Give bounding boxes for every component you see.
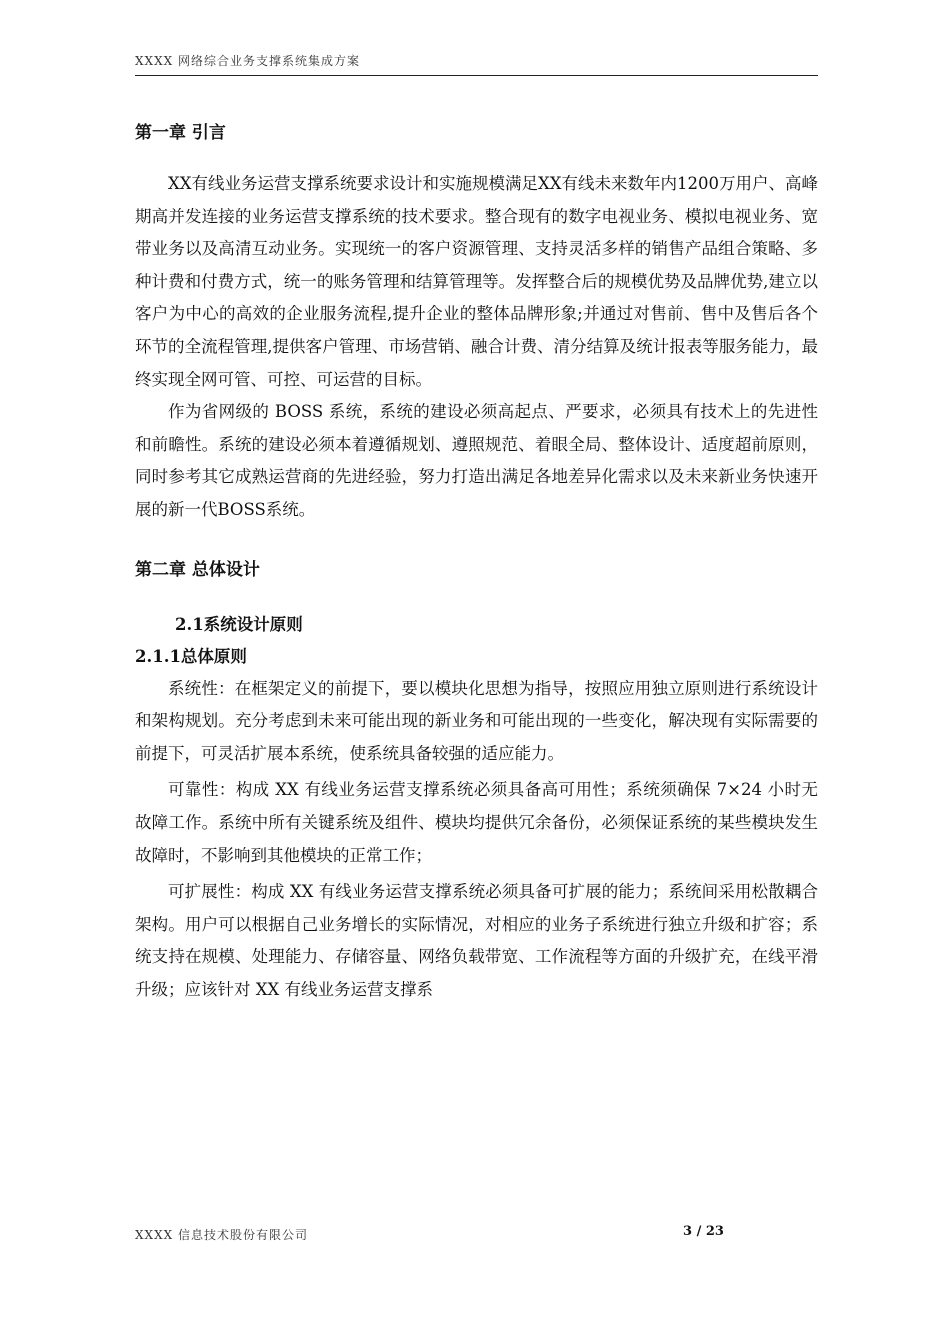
header-divider: [135, 75, 818, 76]
document-body: [135, 116, 818, 1006]
page-footer-company: XXXX 信息技术股份有限公司: [135, 1228, 308, 1242]
chapter-1-paragraph-2: 作为省网级的 BOSS 系统，系统的建设必须高起点、严要求，必须具有技术上的先进性和前瞻性。系统的建设必须本着遵循规划、遵照规范、着眼全局、整体设计、适度超前原则，同时参考其它成熟运营商的先进经验，努力打造出满足各地差异化需求以及未来新业务快速开展的新一代BOSS系统。: [135, 402, 818, 519]
principle-paragraph-scalability: 可扩展性：构成 XX 有线业务运营支撑系统必须具备可扩展的能力；系统间采用松散耦合架构。用户可以根据自己业务增长的实际情况，对相应的业务子系统进行独立升级和扩容；系统支持在规模、处理能力、存储容量、网络负载带宽、工作流程等方面的升级扩充，在线平滑升级；应该针对 XX 有线业务运营支撑系: [135, 882, 818, 999]
chapter-2-heading: 第二章 总体设计: [135, 559, 260, 580]
principle-paragraph-systematic: 系统性：在框架定义的前提下，要以模块化思想为指导，按照应用独立原则进行系统设计和架构规划。充分考虑到未来可能出现的新业务和可能出现的一些变化，解决现有实际需要的前提下，可灵活扩展本系统，使系统具备较强的适应能力。: [135, 678, 818, 763]
principle-paragraph-reliability: 可靠性：构成 XX 有线业务运营支撑系统必须具备高可用性；系统须确保 7×24 小时无故障工作。系统中所有关键系统及组件、模块均提供冗余备份，必须保证系统的某些模块发生故障时，不影响到其他模块的正常工作；: [135, 780, 818, 865]
section-2-1-1-heading: 2.1.1总体原则: [135, 646, 247, 666]
page-number: 3 / 23: [683, 1224, 724, 1239]
chapter-1-paragraph-1: XX有线业务运营支撑系统要求设计和实施规模满足XX有线未来数年内1200万用户、高峰期高并发连接的业务运营支撑系统的技术要求。整合现有的数字电视业务、模拟电视业务、宽带业务以及高清互动业务。实现统一的客户资源管理、支持灵活多样的销售产品组合策略、多种计费和付费方式，统一的账务管理和结算管理等。发挥整合后的规模优势及品牌优势,建立以客户为中心的高效的企业服务流程,提升企业的整体品牌形象;并通过对售前、售中及售后各个环节的全流程管理,提供客户管理、市场营销、融合计费、清分结算及统计报表等服务能力，最终实现全网可管、可控、可运营的目标。: [135, 174, 818, 389]
chapter-1-heading: 第一章 引言: [135, 123, 226, 143]
section-2-1-heading: 2.1系统设计原则: [175, 614, 303, 634]
page-header: XXXX 网络综合业务支撑系统集成方案: [135, 54, 360, 68]
